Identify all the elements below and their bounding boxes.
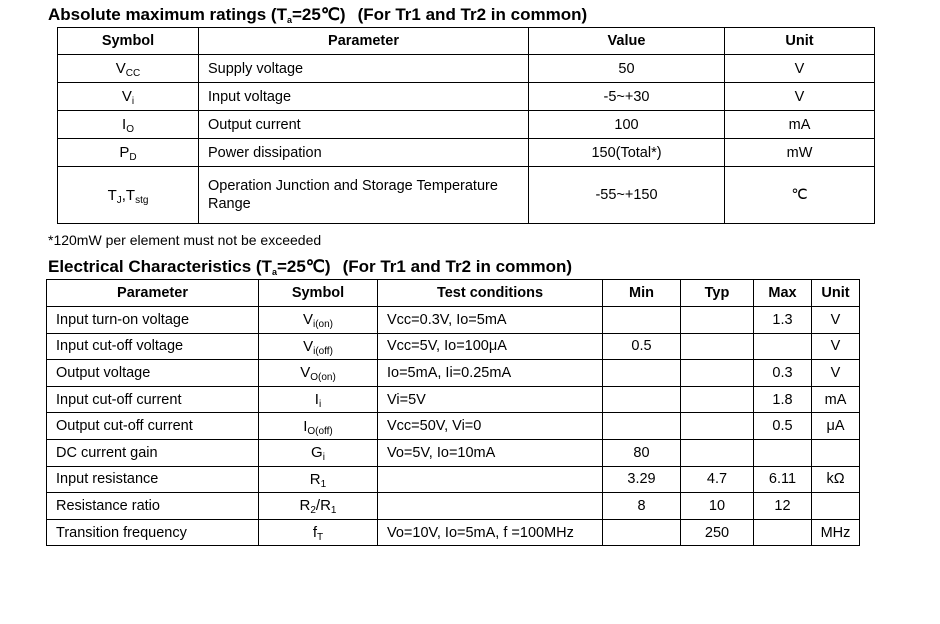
parameter-cell: Supply voltage [199, 55, 529, 83]
parameter-cell: Output current [199, 111, 529, 139]
unit-cell: V [812, 360, 860, 387]
value-cell: -5~+30 [529, 83, 725, 111]
parameter-cell: Resistance ratio [47, 493, 259, 520]
unit-cell [812, 439, 860, 466]
parameter-cell: Output cut-off current [47, 413, 259, 440]
footnote: *120mW per element must not be exceeded [48, 232, 322, 248]
conditions-cell: Vcc=50V, Vi=0 [378, 413, 603, 440]
typ-cell: 10 [681, 493, 754, 520]
min-cell: 8 [603, 493, 681, 520]
min-cell [603, 360, 681, 387]
symbol-main: V [303, 337, 314, 355]
symbol-cell [259, 493, 378, 520]
value-cell: 100 [529, 111, 725, 139]
typ-cell: 4.7 [681, 466, 754, 493]
col-header-parameter: Parameter [199, 28, 529, 55]
table-row [58, 139, 875, 167]
symbol-main: I [303, 417, 308, 435]
unit-cell: V [812, 307, 860, 334]
parameter-cell: DC current gain [47, 439, 259, 466]
max-cell: 0.3 [754, 360, 812, 387]
table-row [47, 413, 860, 440]
symbol-sub: D [129, 152, 137, 163]
conditions-cell [378, 493, 603, 520]
min-cell [603, 307, 681, 334]
min-cell: 3.29 [603, 466, 681, 493]
symbol-main: R [299, 497, 311, 515]
unit-cell: V [812, 333, 860, 360]
conditions-cell: Vo=10V, Io=5mA, f =100MHz [378, 519, 603, 546]
electrical-title [48, 257, 572, 277]
parameter-cell: Input turn-on voltage [47, 307, 259, 334]
value-cell: -55~+150 [529, 167, 725, 224]
parameter-cell: Input cut-off current [47, 386, 259, 413]
symbol-main: V [300, 364, 311, 382]
unit-cell: V [725, 55, 875, 83]
conditions-cell: Io=5mA, Ii=0.25mA [378, 360, 603, 387]
symbol-cell [58, 167, 199, 224]
min-cell [603, 386, 681, 413]
typ-cell [681, 360, 754, 387]
symbol-sub: T [317, 532, 324, 544]
symbol-sub: i(off) [313, 345, 333, 357]
col-header-conditions: Test conditions [378, 280, 603, 307]
abs-max-title [48, 5, 587, 25]
min-cell: 80 [603, 439, 681, 466]
abs-title-note: (For Tr1 and Tr2 in common) [357, 5, 588, 24]
col-header-parameter: Parameter [47, 280, 259, 307]
value-cell: 50 [529, 55, 725, 83]
symbol-sub: 1 [320, 478, 327, 490]
symbol-cell [259, 386, 378, 413]
table-row [58, 111, 875, 139]
conditions-cell [378, 466, 603, 493]
symbol-sub: O [126, 124, 134, 135]
parameter-cell: Input cut-off voltage [47, 333, 259, 360]
parameter-cell: Transition frequency [47, 519, 259, 546]
symbol-main: G [311, 444, 323, 462]
conditions-cell: Vcc=5V, Io=100μA [378, 333, 603, 360]
unit-cell: mW [725, 139, 875, 167]
max-cell: 1.3 [754, 307, 812, 334]
typ-cell [681, 333, 754, 360]
unit-cell: mA [725, 111, 875, 139]
min-cell [603, 519, 681, 546]
elec-title-main: Electrical Characteristics (T [48, 257, 272, 276]
symbol-main: f [312, 524, 318, 542]
electrical-table [46, 279, 860, 546]
typ-cell [681, 386, 754, 413]
col-header-unit: Unit [812, 280, 860, 307]
col-header-symbol: Symbol [259, 280, 378, 307]
elec-title-end: =25℃) [276, 257, 331, 276]
symbol-cell [259, 439, 378, 466]
symbol-sub: i [131, 96, 135, 107]
symbol-cell [58, 55, 199, 83]
elec-title-note: (For Tr1 and Tr2 in common) [342, 257, 573, 276]
max-cell [754, 439, 812, 466]
unit-cell: mA [812, 386, 860, 413]
table-row [47, 519, 860, 546]
symbol-sub-2: stg [135, 194, 149, 206]
table-header-row [47, 280, 860, 307]
symbol-main: P [119, 144, 130, 161]
symbol-sub: 2 [310, 505, 316, 517]
symbol-main: V [121, 88, 132, 105]
unit-cell: ℃ [725, 167, 875, 224]
symbol-cell [58, 111, 199, 139]
col-header-max: Max [754, 280, 812, 307]
elec-title-sub: a [271, 267, 277, 277]
symbol-cell [58, 83, 199, 111]
table-row [47, 466, 860, 493]
symbol-sub: J [116, 194, 122, 206]
table-row [47, 493, 860, 520]
symbol-cell [259, 307, 378, 334]
symbol-sub: i [322, 452, 325, 464]
table-row [58, 83, 875, 111]
max-cell: 6.11 [754, 466, 812, 493]
col-header-typ: Typ [681, 280, 754, 307]
symbol-sub: O(on) [310, 372, 336, 384]
symbol-cell [259, 466, 378, 493]
symbol-main: R [309, 470, 321, 488]
max-cell: 12 [754, 493, 812, 520]
parameter-cell: Power dissipation [199, 139, 529, 167]
symbol-cell [259, 360, 378, 387]
col-header-min: Min [603, 280, 681, 307]
symbol-cell [58, 139, 199, 167]
symbol-main-2: /R [315, 497, 331, 515]
typ-cell [681, 413, 754, 440]
symbol-main: T [107, 186, 117, 204]
symbol-main: I [122, 116, 127, 133]
max-cell [754, 519, 812, 546]
symbol-sub-2: 1 [330, 505, 337, 517]
abs-title-sub: a [286, 15, 292, 25]
table-header-row [58, 28, 875, 55]
abs-title-main: Absolute maximum ratings (T [48, 5, 287, 24]
unit-cell: μA [812, 413, 860, 440]
parameter-cell: Input resistance [47, 466, 259, 493]
col-header-unit: Unit [725, 28, 875, 55]
max-cell: 0.5 [754, 413, 812, 440]
min-cell: 0.5 [603, 333, 681, 360]
symbol-cell [259, 333, 378, 360]
table-row [47, 386, 860, 413]
conditions-cell: Vi=5V [378, 386, 603, 413]
symbol-main: V [302, 311, 313, 329]
unit-cell: kΩ [812, 466, 860, 493]
col-header-value: Value [529, 28, 725, 55]
typ-cell [681, 439, 754, 466]
symbol-main: V [115, 60, 126, 77]
table-row [58, 55, 875, 83]
conditions-cell: Vo=5V, Io=10mA [378, 439, 603, 466]
electrical-table-body [47, 307, 860, 546]
unit-cell: V [725, 83, 875, 111]
conditions-cell: Vcc=0.3V, Io=5mA [378, 307, 603, 334]
value-cell: 150(Total*) [529, 139, 725, 167]
parameter-cell: Input voltage [199, 83, 529, 111]
symbol-sub: i [318, 399, 322, 411]
max-cell: 1.8 [754, 386, 812, 413]
unit-cell [812, 493, 860, 520]
typ-cell [681, 307, 754, 334]
table-row [47, 439, 860, 466]
symbol-cell [259, 519, 378, 546]
table-row [47, 333, 860, 360]
unit-cell: MHz [812, 519, 860, 546]
col-header-symbol: Symbol [58, 28, 199, 55]
symbol-sub: O(off) [307, 425, 333, 437]
symbol-cell [259, 413, 378, 440]
parameter-cell: Output voltage [47, 360, 259, 387]
parameter-cell: Operation Junction and Storage Temperature Range [199, 167, 529, 224]
symbol-main-2: ,T [121, 186, 136, 204]
symbol-sub: i(on) [313, 319, 334, 331]
table-row [58, 167, 875, 224]
table-row [47, 307, 860, 334]
symbol-main: I [314, 391, 319, 409]
max-cell [754, 333, 812, 360]
abs-title-end: =25℃) [292, 5, 346, 24]
table-row [47, 360, 860, 387]
typ-cell: 250 [681, 519, 754, 546]
symbol-sub: CC [125, 68, 141, 79]
min-cell [603, 413, 681, 440]
abs-max-table [57, 27, 875, 224]
